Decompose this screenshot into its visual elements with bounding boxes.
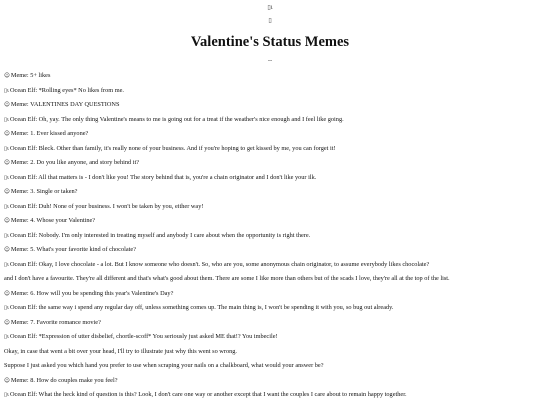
dialogue-text: Ocean Elf: the same way i spend any regular day off, unless something comes up. The main thing is, I won't be spending it with you, so bug out already. — [9, 304, 394, 311]
smiley-icon: ☺ — [4, 131, 10, 137]
dialogue-line — [4, 246, 536, 254]
dialogue-text: Meme: 2. Do you like anyone, and story behind it? — [10, 159, 140, 166]
dialogue-line — [4, 377, 536, 385]
dialogue-line — [4, 391, 536, 399]
elf-icon: ▯ι — [4, 87, 9, 94]
elf-icon: ▯ι — [4, 305, 9, 311]
top-glyph-icon: ▯ι — [267, 4, 273, 11]
dialogue-line — [4, 261, 536, 269]
smiley-icon: ☺ — [4, 319, 10, 326]
elf-icon: ▯ι — [4, 232, 9, 239]
dialogue-line — [4, 188, 536, 196]
dialogue-text: Ocean Elf: Duh! None of your business. I won't be taken by you, either way! — [9, 202, 204, 210]
dialogue-text: Ocean Elf: *Rolling eyes* No likes from me. — [9, 86, 125, 94]
dialogue-text: Meme: 8. How do couples make you feel? — [10, 376, 118, 384]
dialogue-text: Ocean Elf: Nobody. I'm only interested in treating myself and anybody I care about when the opportunity is right there. — [9, 231, 311, 239]
dialogue-text: and I don't have a favourite. They're all different and that's what's good about them. There are some I like more than others but of the scads I love, they're all at the top of the list. — [4, 275, 450, 282]
smiley-icon: ☺ — [4, 160, 10, 166]
dialogue-text: Suppose I just asked you which hand you prefer to use when scraping your nails on a chalkboard, what would your answer be? — [4, 362, 324, 369]
dialogue-text: Meme: 6. How will you be spending this year's Valentine's Day? — [10, 289, 174, 297]
dialogue-line — [4, 304, 536, 312]
dialogue-line — [4, 348, 536, 356]
elf-icon: ▯ι — [4, 145, 9, 152]
separator: -- — [267, 57, 273, 64]
dialogue-line — [4, 203, 536, 211]
dialogue-text: Meme: 1. Ever kissed anyone? — [10, 130, 89, 137]
dialogue-line — [4, 87, 536, 95]
dialogue-line — [4, 159, 536, 167]
elf-icon: ▯ι — [4, 116, 9, 123]
dialogue-text: Meme: VALENTINES DAY QUESTIONS — [10, 101, 120, 108]
dialogue-text: Meme: 3. Single or taken? — [10, 188, 78, 195]
smiley-icon: ☺ — [4, 247, 10, 253]
dialogue-line — [4, 116, 536, 124]
dialogue-text: Meme: 7. Favorite romance movie? — [10, 318, 101, 326]
dialogue-line — [4, 130, 536, 138]
small-glyph-icon: ▯ — [268, 17, 272, 24]
elf-icon: ▯ι — [4, 334, 9, 340]
dialogue-text: Ocean Elf: Oh, yay. The only thing Valentine's means to me is going out for a treat if the weather's nice enough and I feel like going. — [9, 115, 344, 123]
dialogue-line — [4, 72, 536, 80]
dialogue-line — [4, 145, 536, 153]
elf-icon: ▯ι — [4, 203, 9, 210]
elf-icon: ▯ι — [4, 261, 9, 268]
dialogue-text: Okay, in case that went a bit over your head, I'll try to illustrate just why this went so wrong. — [4, 347, 237, 355]
dialogue-line — [4, 290, 536, 298]
dialogue-text: Ocean Elf: Okay, I love chocolate - a lot. But I know someone who doesn't. So, who are you, some anonymous chain originator, to assume everybody likes chocolate? — [9, 260, 430, 268]
smiley-icon: ☺ — [4, 290, 10, 297]
elf-icon: ▯ι — [4, 392, 9, 398]
dialogue-text: Meme: 4. Whose your Valentine? — [10, 217, 96, 224]
dialogue-line — [4, 275, 536, 283]
dialogue-text: Ocean Elf: All that matters is - I don't like you! The story behind that is, you're a chain originator and I don't like your ilk. — [9, 173, 317, 181]
smiley-icon: ☺ — [4, 377, 10, 384]
dialogue-line — [4, 101, 536, 109]
page-title: Valentine's Status Memes — [190, 34, 350, 50]
dialogue-text: Meme: 5+ likes — [10, 72, 51, 79]
elf-icon: ▯ι — [4, 174, 9, 181]
dialogue-text: Ocean Elf: What the heck kind of question is this? Look, I don't care one way or another except that I want the couples I care about to remain happy together. — [9, 391, 407, 398]
dialogue-list — [4, 72, 536, 406]
dialogue-text: Ocean Elf: *Expression of utter disbelief, chortle-scoff* You seriously just asked ME that!? You imbecile! — [9, 333, 278, 340]
smiley-icon: ☺ — [4, 189, 10, 195]
dialogue-line — [4, 319, 536, 327]
smiley-icon: ☺ — [4, 73, 10, 79]
dialogue-text: Meme: 5. What's your favorite kind of chocolate? — [10, 246, 137, 253]
dialogue-line — [4, 217, 536, 225]
smiley-icon: ☺ — [4, 102, 10, 108]
smiley-icon: ☺ — [4, 218, 10, 224]
dialogue-line — [4, 174, 536, 182]
dialogue-line — [4, 362, 536, 370]
dialogue-line — [4, 333, 536, 341]
dialogue-line — [4, 232, 536, 240]
dialogue-text: Ocean Elf: Bleck. Other than family, it's really none of your business. And if you're hoping to get kissed by me, you can forget it! — [9, 144, 336, 152]
